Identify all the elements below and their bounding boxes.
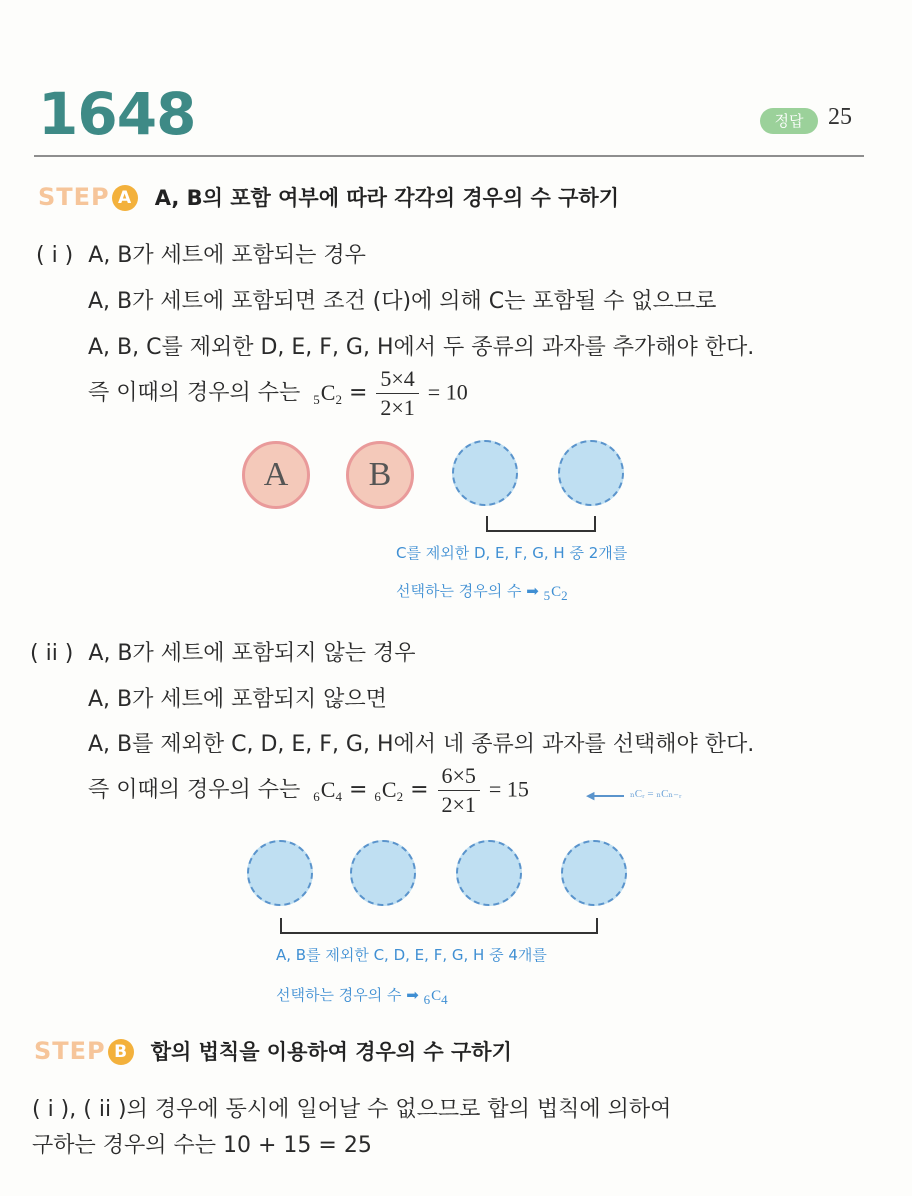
step-a-heading bbox=[38, 182, 619, 212]
step-b-heading bbox=[34, 1036, 512, 1066]
case2-line1: A, B가 세트에 포함되지 않으면 bbox=[88, 687, 387, 712]
case2-note-line1: A, B를 제외한 C, D, E, F, G, H 중 4개를 bbox=[276, 946, 547, 964]
case2-result: = 15 bbox=[488, 776, 529, 802]
step-a-title: A, B의 포함 여부에 따라 각각의 경우의 수 구하기 bbox=[154, 186, 619, 210]
answer-value: 25 bbox=[828, 104, 852, 130]
step-b-tag: STEP bbox=[34, 1037, 106, 1065]
case2-label: ( ii ) bbox=[30, 641, 74, 666]
slot-circle bbox=[456, 840, 522, 906]
answer-badge: 정답 bbox=[760, 108, 818, 134]
selection-bracket bbox=[280, 918, 598, 934]
case1-comb-pre: 5 bbox=[313, 391, 320, 407]
case1-heading: A, B가 세트에 포함되는 경우 bbox=[88, 243, 366, 268]
case2-frac-num: 6×5 bbox=[438, 762, 480, 791]
problem-number: 1648 bbox=[38, 80, 196, 148]
case1-line2: A, B, C를 제외한 D, E, F, G, H에서 두 종류의 과자를 추가해야 한다. bbox=[88, 335, 755, 360]
case2-heading: A, B가 세트에 포함되지 않는 경우 bbox=[88, 641, 416, 666]
step-a-tag: STEP bbox=[38, 183, 110, 211]
case1-eq: = bbox=[348, 380, 368, 406]
step-b-line2: 구하는 경우의 수는 10 + 15 = 25 bbox=[32, 1133, 372, 1158]
case2-formula: 즉 이때의 경우의 수는 $6C_4 = 6C_2$ = $\frac{6\times 5}{2\times 1}$ = 15 bbox=[88, 763, 529, 817]
slot-circle bbox=[247, 840, 313, 906]
case2-formula-prefix: 즉 이때의 경우의 수는 bbox=[88, 777, 301, 803]
circle-b: B bbox=[346, 441, 414, 509]
case2-line2: A, B를 제외한 C, D, E, F, G, H에서 네 종류의 과자를 선택해야 한다. bbox=[88, 732, 755, 757]
case2-frac-den: 2×1 bbox=[441, 792, 476, 817]
case1-formula-prefix: 즉 이때의 경우의 수는 bbox=[88, 380, 301, 406]
case1-note-line2: 선택하는 경우의 수 ➡ 5C2 bbox=[396, 582, 568, 603]
empty-slot-circle bbox=[452, 440, 518, 506]
combination-identity-note: ₙCᵣ = ₙCₙ₋ᵣ bbox=[630, 788, 682, 800]
circle-a: A bbox=[242, 441, 310, 509]
case1-formula bbox=[88, 365, 468, 422]
arrow-left-icon bbox=[590, 795, 624, 797]
slot-circle bbox=[561, 840, 627, 906]
arrow-head-icon: ◀ bbox=[586, 789, 595, 802]
case1-comb-sub: 2 bbox=[335, 391, 342, 407]
slot-circle bbox=[350, 840, 416, 906]
header-divider bbox=[34, 155, 864, 157]
step-a-letter-icon: A bbox=[112, 185, 138, 211]
case1-result: = 10 bbox=[427, 379, 468, 405]
case2-fraction bbox=[438, 762, 480, 819]
selection-bracket bbox=[486, 516, 596, 532]
case2-heading-row bbox=[30, 636, 416, 667]
case1-line1: A, B가 세트에 포함되면 조건 (다)에 의해 C는 포함될 수 없으므로 bbox=[88, 289, 717, 314]
empty-slot-circle bbox=[558, 440, 624, 506]
case1-comb-c: C bbox=[320, 379, 336, 405]
case1-label: ( i ) bbox=[36, 243, 74, 268]
case2-note-line2: 선택하는 경우의 수 ➡ 6C4 bbox=[276, 986, 448, 1007]
case1-fraction bbox=[376, 365, 418, 422]
case1-heading-row bbox=[36, 238, 366, 269]
step-b-letter-icon: B bbox=[108, 1039, 134, 1065]
case1-note-line1: C를 제외한 D, E, F, G, H 중 2개를 bbox=[396, 544, 628, 562]
step-b-title: 합의 법칙을 이용하여 경우의 수 구하기 bbox=[150, 1040, 512, 1064]
case1-frac-num: 5×4 bbox=[376, 365, 418, 394]
step-b-line1: ( i ), ( ii )의 경우에 동시에 일어날 수 없으므로 합의 법칙에 의하여 bbox=[32, 1097, 672, 1122]
case1-frac-den: 2×1 bbox=[380, 395, 415, 420]
